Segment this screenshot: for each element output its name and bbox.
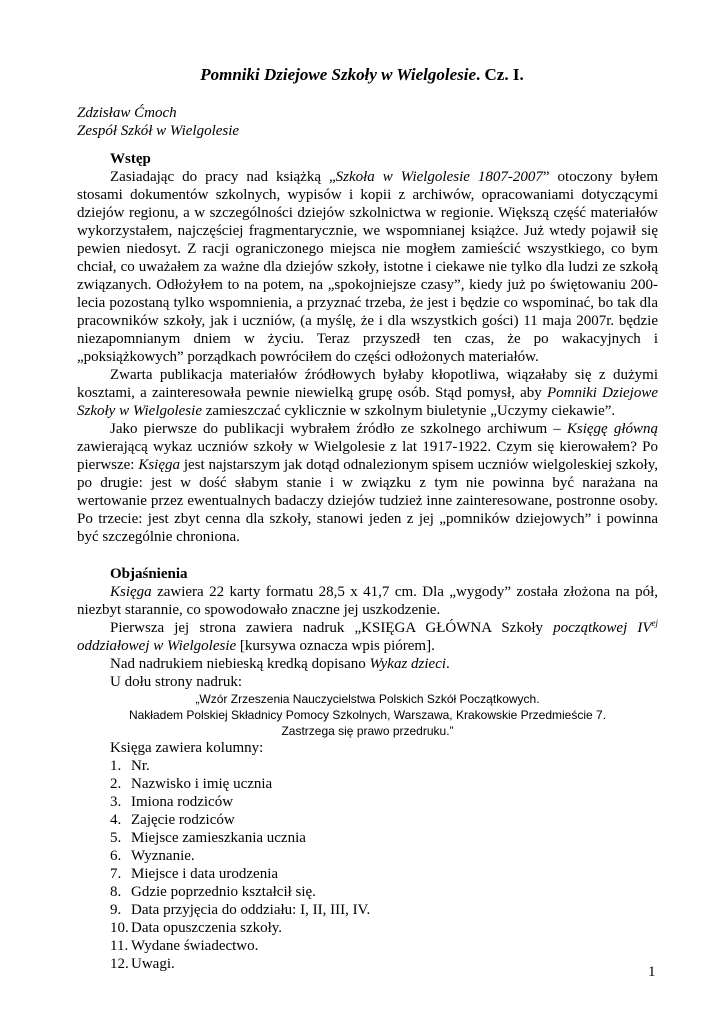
author-name: Zdzisław Ćmoch <box>77 105 177 121</box>
list-item <box>77 847 658 865</box>
list-item <box>77 811 658 829</box>
document-body <box>77 150 658 973</box>
list-number: 1. <box>110 758 122 774</box>
list-item <box>77 919 658 937</box>
list-number: 7. <box>110 866 122 882</box>
text-run: . <box>446 656 450 672</box>
paragraph <box>77 655 658 673</box>
list-text: Miejsce i data urodzenia <box>131 866 279 882</box>
text-run: Jako pierwsze do publikacji wybrałem źródło ze szkolnego archiwum – <box>110 421 567 437</box>
text-run: Nad nadrukiem niebieską kredką dopisano <box>110 656 370 672</box>
text-run: Zwarta publikacja materiałów źródłowych byłaby kłopotliwa, wiązałaby się z dużymi kosztami, a zainteresowała pewnie niewielką grupę osób. Stąd pomysł, aby <box>77 367 658 401</box>
list-text: Wyznanie. <box>131 848 195 864</box>
italic-run: Księgę główną <box>566 421 659 437</box>
list-number: 3. <box>110 794 122 810</box>
text-run: jest najstarszym jak dotąd odnalezionym spisem uczniów wielgoleskiej szkoły, po drugie: jest w dość słabym stanie i w związku z tym nie powinna być narażana na wertowanie przez ewentualnych badaczy dziejów tudzież inne zainteresowane, postronne osoby. Po trzecie: jest zbyt cenna dla szkoły, stanowi jeden z jej „pomników dziejowych” i powinna być szczególnie chroniona. <box>77 457 658 545</box>
list-number: 11. <box>110 938 129 954</box>
list-text: Uwagi. <box>131 956 175 972</box>
list-text: Wydane świadectwo. <box>131 938 259 954</box>
paragraph <box>77 366 658 420</box>
imprint-quote <box>77 691 658 739</box>
list-text: Imiona rodziców <box>131 794 234 810</box>
list-text: Nazwisko i imię ucznia <box>131 776 273 792</box>
list-item <box>77 937 658 955</box>
list-number: 12. <box>110 956 129 972</box>
text-run: zamieszczać cyklicznie w szkolnym biuletynie „Uczymy ciekawie”. <box>201 403 616 419</box>
list-number: 5. <box>110 830 122 846</box>
list-text: Nr. <box>131 758 150 774</box>
list-number: 8. <box>110 884 122 900</box>
text-run: ” otoczony byłem stosami dokumentów szkolnych, wypisów i kopii z archiwów, opracowaniami dotyczącymi dziejów regionu, a w szczególności dziejów szkolnictwa w regionie. Większą część materiałów wykorzystałem, najczęściej fragmentarycznie, we wspomnianej książce. Już wtedy pojawił się pewien niedosyt. Z racji ograniczonego miejsca nie mogłem zamieścić wszystkiego, co bym chciał, co uważałem za ważne dla dziejów szkoły, istotne i ciekawe nie tylko dla ludzi ze szkołą związanych. Odłożyłem to na potem, na „spokojniejsze czasy”, kiedy już po świętowaniu 200-lecia pozostaną tylko wspomnienia, a przyznać trzeba, że jest i będzie co wspominać, bo tak dla pracowników szkoły, jak i uczniów, (a myślę, że i dla wszystkich gości) 11 maja 2007r. będzie niezapomnianym dniem w życiu. Teraz przyszedł ten czas, że po wakacyjnych i „poksiążkowych” porządkach powróciłem do części odłożonych materiałów. <box>77 169 659 365</box>
paragraph <box>77 583 658 619</box>
italic-run: Pomniki Dziejowe Szkoły w Wielgolesie <box>77 385 658 419</box>
author-block <box>77 104 239 140</box>
title-rest: . Cz. I. <box>476 65 524 84</box>
columns-list <box>77 757 658 973</box>
list-item <box>77 883 658 901</box>
list-item <box>77 955 658 973</box>
list-text: Data przyjęcia do oddziału: I, II, III, IV. <box>131 902 371 918</box>
italic-run: Księga <box>138 457 180 473</box>
list-text: Miejsce zamieszkania ucznia <box>131 830 306 846</box>
list-item <box>77 829 658 847</box>
list-item <box>77 757 658 775</box>
book-title: Szkoła w Wielgolesie 1807-2007 <box>335 169 543 185</box>
text-run: Zasiadając do pracy nad książką „ <box>110 169 336 185</box>
list-item <box>77 901 658 919</box>
list-number: 4. <box>110 812 122 828</box>
list-number: 6. <box>110 848 122 864</box>
columns-title: Księga zawiera kolumny: <box>110 740 264 756</box>
imprint-line: „Wzór Zrzeszenia Nauczycielstwa Polskich Szkół Początkowych. <box>195 692 540 706</box>
italic-run: Księga <box>110 584 152 600</box>
section-heading-intro: Wstęp <box>110 151 151 167</box>
paragraph: U dołu strony nadruk: <box>110 674 243 690</box>
text-run: [kursywa oznacza wpis piórem]. <box>236 638 435 654</box>
text-run: Pierwsza jej strona zawiera nadruk „KSIĘGA GŁÓWNA Szkoły <box>110 620 554 636</box>
paragraph <box>77 420 658 546</box>
list-item <box>77 775 658 793</box>
imprint-line: Nakładem Polskiej Składnicy Pomocy Szkolnych, Warszawa, Krakowskie Przedmieście 7. <box>128 708 607 722</box>
list-item <box>77 865 658 883</box>
list-number: 2. <box>110 776 122 792</box>
italic-run: oddziałowej w Wielgolesie <box>77 638 237 654</box>
paragraph <box>77 619 658 655</box>
page-title <box>0 64 724 86</box>
list-item <box>77 793 658 811</box>
text-run: zawierającą wykaz uczniów szkoły w Wielgolesie z lat 1917-1922. Czym się kierowałem? Po pierwsze: <box>77 439 658 473</box>
author-affiliation: Zespół Szkół w Wielgolesie <box>77 123 240 139</box>
imprint-line: Zastrzega się prawo przedruku.” <box>281 724 454 738</box>
paragraph <box>77 168 658 366</box>
list-text: Data opuszczenia szkoły. <box>131 920 283 936</box>
list-number: 9. <box>110 902 122 918</box>
italic-run: Wykaz dzieci <box>369 656 447 672</box>
page-number: 1 <box>648 964 656 980</box>
title-italic: Pomniki Dziejowe Szkoły w Wielgolesie <box>200 65 477 84</box>
text-run: zawiera 22 karty formatu 28,5 x 41,7 cm. Dla „wygody” została złożona na pół, niezbyt starannie, co spowodowało znaczne jej uszkodzenie. <box>77 584 658 618</box>
superscript: ej <box>651 618 658 628</box>
italic-run: początkowej IV <box>553 620 652 636</box>
list-text: Zajęcie rodziców <box>131 812 235 828</box>
list-text: Gdzie poprzednio kształcił się. <box>131 884 316 900</box>
section-heading-explanations: Objaśnienia <box>110 566 188 582</box>
list-number: 10. <box>110 920 129 936</box>
